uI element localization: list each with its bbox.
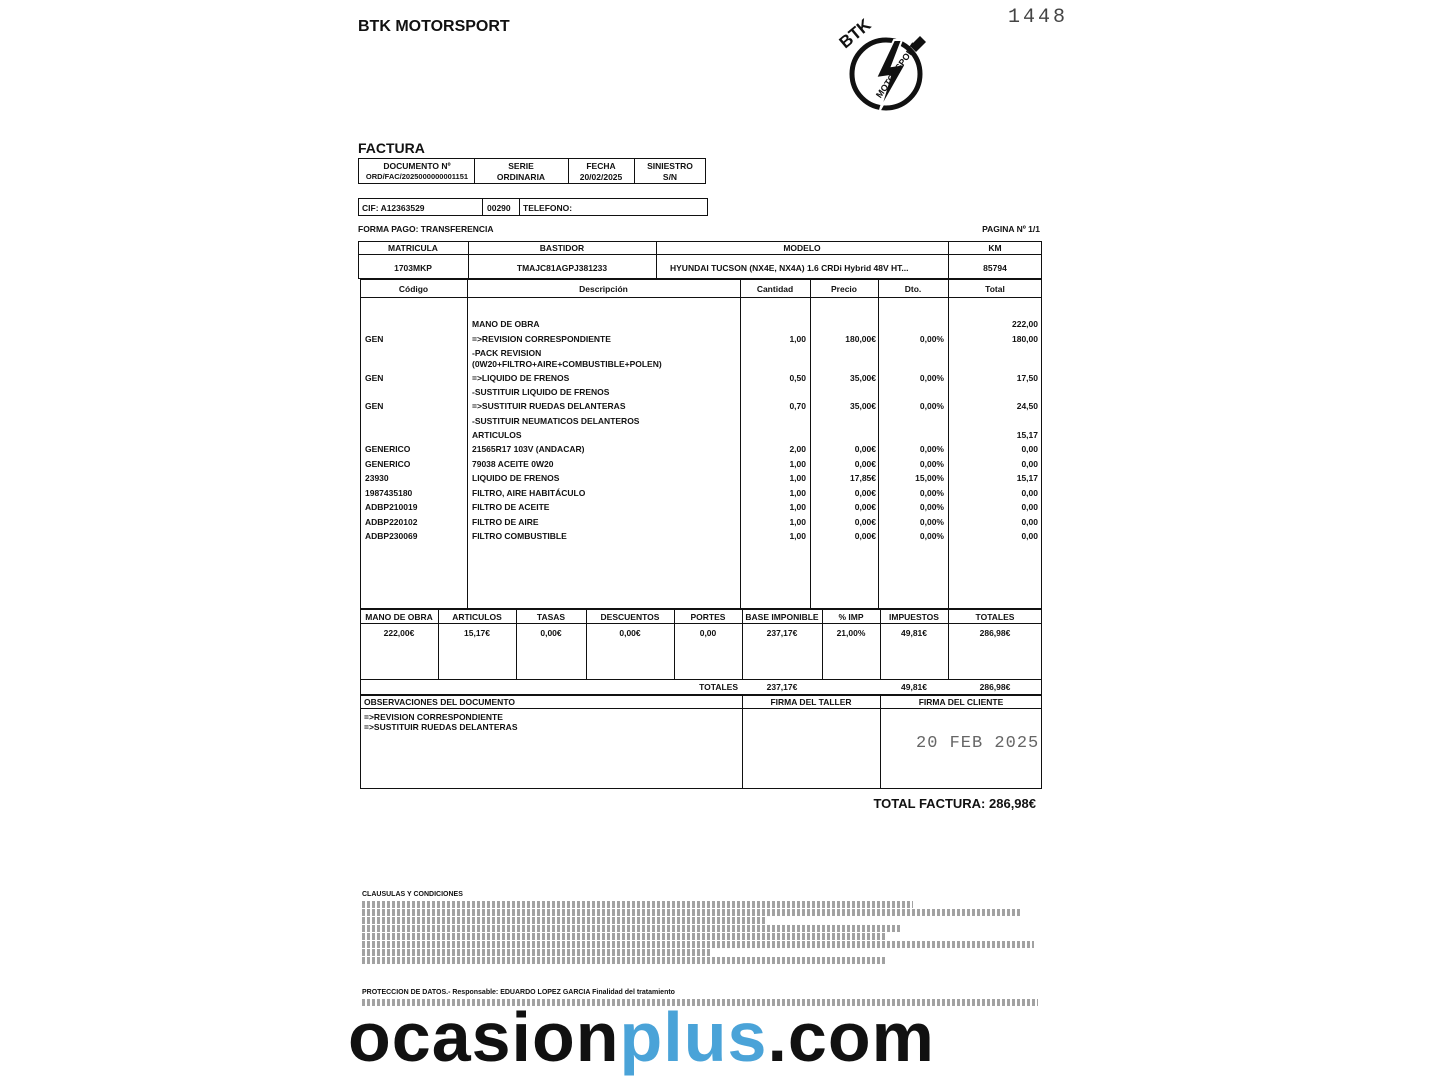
- line-dto-cell: 0,00%: [919, 502, 944, 512]
- line-qty-cell: 1,00: [789, 473, 806, 483]
- client-cif: CIF: A12363529: [362, 203, 425, 213]
- summary-header-fees: TASAS: [536, 612, 566, 622]
- line-price-cell: 17,85€: [850, 473, 876, 483]
- summary-header-labor: MANO DE OBRA: [365, 612, 433, 622]
- vehicle-header-km: KM: [988, 243, 1002, 253]
- lines-header-price: Precio: [831, 284, 857, 294]
- line-total-cell: 15,17: [1016, 430, 1038, 440]
- line-desc-cell: FILTRO DE AIRE: [472, 517, 539, 527]
- document-number: 1448: [1008, 6, 1069, 29]
- page-number: PAGINA Nº 1/1: [982, 224, 1040, 234]
- line-dto-cell: 0,00%: [919, 444, 944, 454]
- line-code-cell: GEN: [365, 373, 384, 383]
- watermark-part-ocasion: ocasion: [348, 998, 620, 1076]
- line-price-cell: 0,00€: [854, 444, 876, 454]
- received-stamp: 20 FEB 2025: [916, 734, 1040, 753]
- logo-top-text: BTK: [835, 15, 875, 53]
- totals-total: 286,98€: [979, 682, 1011, 692]
- client-phone: TELEFONO:: [523, 203, 573, 213]
- summary-value-articles: 15,17€: [464, 628, 490, 638]
- line-total-cell: 0,00: [1021, 531, 1038, 541]
- client-signature-label: FIRMA DEL CLIENTE: [918, 697, 1004, 707]
- line-dto-cell: 0,00%: [919, 401, 944, 411]
- line-desc-cell: (0W20+FILTRO+AIRE+COMBUSTIBLE+POLEN): [472, 359, 662, 369]
- line-desc-cell: 79038 ACEITE 0W20: [472, 459, 554, 469]
- line-price-cell: 35,00€: [850, 401, 876, 411]
- company-name: BTK MOTORSPORT: [358, 18, 510, 35]
- docinfo-value-claim: S/N: [662, 172, 678, 182]
- line-desc-cell: MANO DE OBRA: [472, 319, 540, 329]
- docinfo-header-date: FECHA: [586, 161, 616, 171]
- line-code-cell: ADBP210019: [365, 502, 418, 512]
- summary-value-shipping: 0,00: [699, 628, 717, 638]
- line-qty-cell: 0,70: [789, 401, 806, 411]
- lines-header-code: Código: [398, 284, 429, 294]
- line-total-cell: 222,00: [1012, 319, 1038, 329]
- vehicle-chassis: TMAJC81AGPJ381233: [516, 263, 608, 273]
- workshop-signature-label: FIRMA DEL TALLER: [770, 697, 852, 707]
- docinfo-header-series: SERIE: [508, 161, 534, 171]
- summary-header-tax-rate: % IMP: [838, 612, 864, 622]
- line-desc-cell: =>SUSTITUIR RUEDAS DELANTERAS: [472, 401, 626, 411]
- observation-line-1: =>REVISION CORRESPONDIENTE: [364, 712, 503, 722]
- line-qty-cell: 1,00: [789, 517, 806, 527]
- line-code-cell: GENERICO: [365, 444, 411, 454]
- privacy-notice: PROTECCION DE DATOS.- Responsable: EDUARDO LOPEZ GARCIA Finalidad del tratamiento: [362, 989, 675, 996]
- line-qty-cell: 0,50: [789, 373, 806, 383]
- line-total-cell: 0,00: [1021, 488, 1038, 498]
- line-code-cell: 1987435180: [365, 488, 413, 498]
- line-qty-cell: 1,00: [789, 459, 806, 469]
- totals-label: TOTALES: [699, 682, 738, 692]
- vehicle-km: 85794: [983, 263, 1007, 273]
- line-code-cell: GEN: [365, 401, 384, 411]
- observations-title: OBSERVACIONES DEL DOCUMENTO: [364, 697, 515, 707]
- line-code-cell: ADBP230069: [365, 531, 418, 541]
- line-total-cell: 0,00: [1021, 459, 1038, 469]
- client-code: 00290: [487, 203, 511, 213]
- lines-header-quantity: Cantidad: [756, 284, 794, 294]
- summary-value-tax-rate: 21,00%: [836, 628, 866, 638]
- clauses-title: CLAUSULAS Y CONDICIONES: [362, 891, 463, 898]
- summary-value-labor: 222,00€: [383, 628, 415, 638]
- line-dto-cell: 15,00%: [915, 473, 944, 483]
- summary-value-tax-base: 237,17€: [766, 628, 798, 638]
- line-dto-cell: 0,00%: [919, 488, 944, 498]
- line-price-cell: 0,00€: [854, 502, 876, 512]
- line-dto-cell: 0,00%: [919, 517, 944, 527]
- btk-logo: [835, 15, 942, 124]
- line-code-cell: GEN: [365, 334, 384, 344]
- line-dto-cell: 0,00%: [919, 334, 944, 344]
- line-desc-cell: FILTRO, AIRE HABITÁCULO: [472, 488, 586, 498]
- line-desc-cell: -SUSTITUIR NEUMATICOS DELANTEROS: [472, 416, 640, 426]
- docinfo-header-claim: SINIESTRO: [647, 161, 693, 171]
- line-price-cell: 35,00€: [850, 373, 876, 383]
- line-qty-cell: 1,00: [789, 502, 806, 512]
- vehicle-plate: 1703MKP: [394, 263, 432, 273]
- line-desc-cell: -PACK REVISION: [472, 348, 542, 358]
- line-total-cell: 0,00: [1021, 502, 1038, 512]
- line-desc-cell: FILTRO COMBUSTIBLE: [472, 531, 567, 541]
- line-dto-cell: 0,00%: [919, 373, 944, 383]
- line-price-cell: 0,00€: [854, 531, 876, 541]
- line-qty-cell: 1,00: [789, 531, 806, 541]
- summary-value-fees: 0,00€: [540, 628, 562, 638]
- docinfo-value-series: ORDINARIA: [496, 172, 546, 182]
- watermark-part-plus: plus: [619, 998, 768, 1076]
- line-code-cell: ADBP220102: [365, 517, 418, 527]
- line-total-cell: 17,50: [1016, 373, 1038, 383]
- summary-header-articles: ARTICULOS: [452, 612, 502, 622]
- line-qty-cell: 2,00: [789, 444, 806, 454]
- lines-header-discount: Dto.: [904, 284, 922, 294]
- summary-value-totals: 286,98€: [979, 628, 1011, 638]
- vehicle-header-model: MODELO: [783, 243, 821, 253]
- docinfo-value-date: 20/02/2025: [579, 172, 623, 182]
- line-desc-cell: =>REVISION CORRESPONDIENTE: [472, 334, 611, 344]
- line-qty-cell: 1,00: [789, 488, 806, 498]
- summary-header-tax-base: BASE IMPONIBLE: [745, 612, 819, 622]
- line-dto-cell: 0,00%: [919, 459, 944, 469]
- line-desc-cell: =>LIQUIDO DE FRENOS: [472, 373, 570, 383]
- line-price-cell: 0,00€: [854, 459, 876, 469]
- line-price-cell: 0,00€: [854, 488, 876, 498]
- vehicle-model: HYUNDAI TUCSON (NX4E, NX4A) 1.6 CRDi Hybrid 48V HT...: [670, 263, 909, 273]
- vehicle-header-chassis: BASTIDOR: [539, 243, 585, 253]
- doc-type-title: FACTURA: [358, 140, 425, 156]
- vehicle-header-plate: MATRICULA: [388, 243, 438, 253]
- observation-line-2: =>SUSTITUIR RUEDAS DELANTERAS: [364, 722, 518, 732]
- line-desc-cell: ARTICULOS: [472, 430, 522, 440]
- docinfo-value-document: ORD/FAC/2025000000001151: [365, 172, 469, 181]
- totals-tax: 49,81€: [901, 682, 927, 692]
- line-desc-cell: -SUSTITUIR LIQUIDO DE FRENOS: [472, 387, 610, 397]
- payment-method: FORMA PAGO: TRANSFERENCIA: [358, 224, 494, 234]
- lines-header-total: Total: [985, 284, 1005, 294]
- line-code-cell: 23930: [365, 473, 389, 483]
- summary-value-discounts: 0,00€: [619, 628, 641, 638]
- summary-header-totals: TOTALES: [975, 612, 1015, 622]
- line-qty-cell: 1,00: [789, 334, 806, 344]
- watermark-part-com: .com: [767, 998, 935, 1076]
- line-total-cell: 0,00: [1021, 444, 1038, 454]
- line-price-cell: 0,00€: [854, 517, 876, 527]
- line-total-cell: 24,50: [1016, 401, 1038, 411]
- summary-value-taxes: 49,81€: [901, 628, 927, 638]
- totals-base: 237,17€: [766, 682, 798, 692]
- line-desc-cell: FILTRO DE ACEITE: [472, 502, 550, 512]
- line-price-cell: 180,00€: [845, 334, 876, 344]
- lines-header-description: Descripción: [579, 284, 628, 294]
- summary-header-discounts: DESCUENTOS: [600, 612, 660, 622]
- line-total-cell: 15,17: [1016, 473, 1038, 483]
- line-code-cell: GENERICO: [365, 459, 411, 469]
- ocasionplus-watermark: [348, 998, 935, 1076]
- line-desc-cell: 21565R17 103V (ANDACAR): [472, 444, 585, 454]
- line-desc-cell: LIQUIDO DE FRENOS: [472, 473, 560, 483]
- clauses-text-block: [362, 900, 1034, 965]
- logo-bottom-text: MOTORSPORT: [874, 41, 920, 100]
- line-total-cell: 0,00: [1021, 517, 1038, 527]
- line-dto-cell: 0,00%: [919, 531, 944, 541]
- summary-header-shipping: PORTES: [690, 612, 726, 622]
- docinfo-header-document: DOCUMENTO Nº: [383, 161, 451, 171]
- line-total-cell: 180,00: [1012, 334, 1038, 344]
- total-invoice: TOTAL FACTURA: 286,98€: [873, 796, 1036, 811]
- summary-header-taxes: IMPUESTOS: [889, 612, 939, 622]
